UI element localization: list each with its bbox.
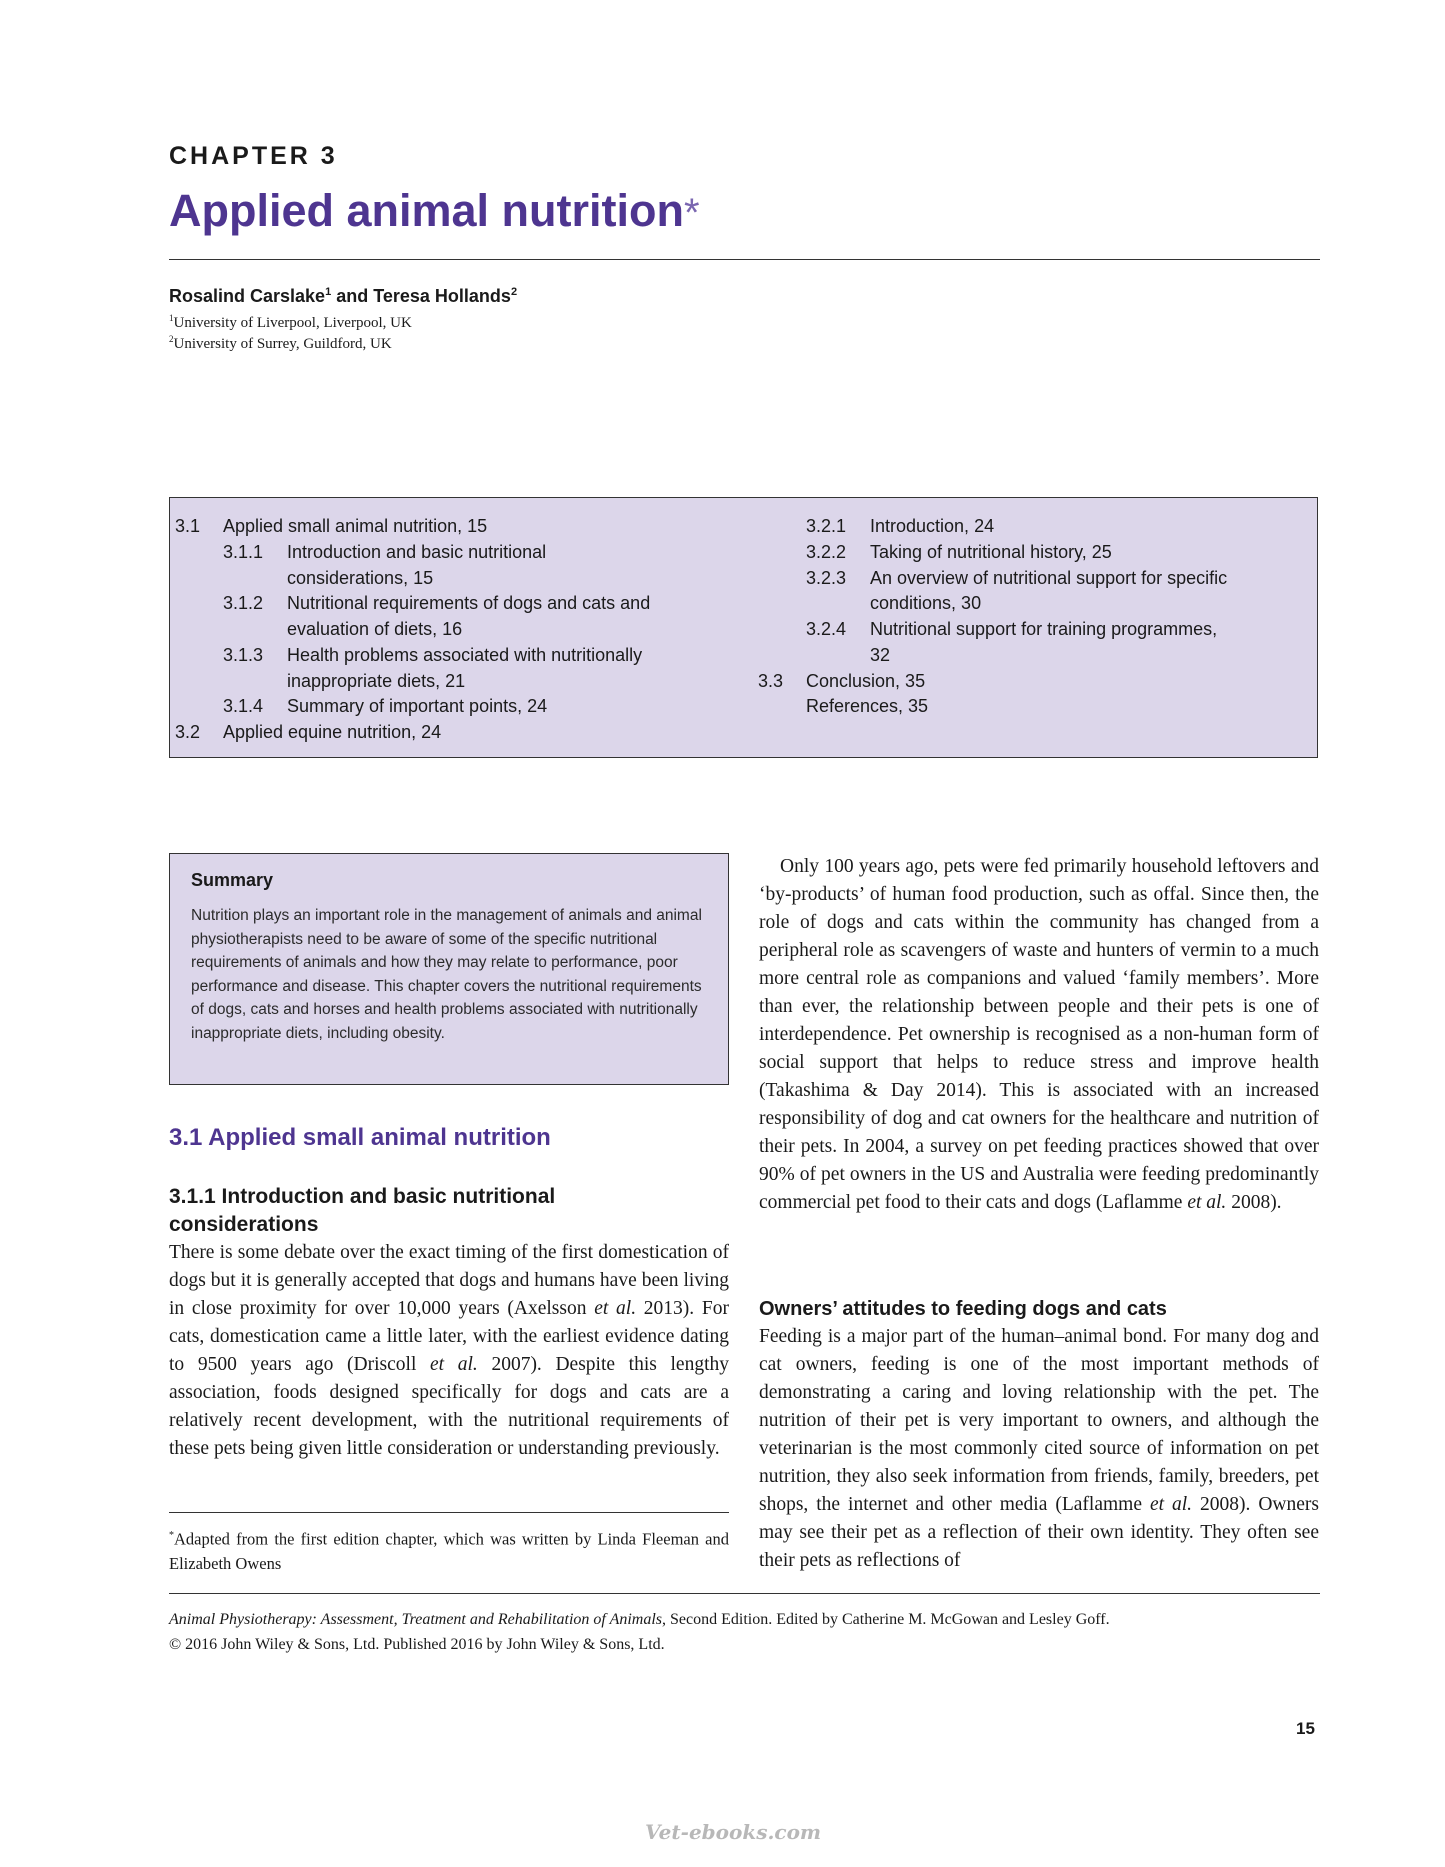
toc-entry[interactable]: Summary of important points, 24: [287, 696, 548, 716]
affiliation-2-text: University of Surrey, Guildford, UK: [173, 336, 392, 352]
summary-text: Nutrition plays an important role in the management of animals and animal physiotherapists need to be aware of some of the specific nutritional requirements of animals and how they may relate to performance, poor performance and disease. This chapter covers the nutritional requirements of dogs, cats and horses and health problems associated with nutritionally inappropriate diets, including obesity.: [191, 907, 702, 1042]
footnote-text: Adapted from the first edition chapter, which was written by Linda Fleeman and Elizabeth Owens: [169, 1529, 729, 1573]
toc-entry[interactable]: Applied small animal nutrition, 15: [223, 516, 488, 536]
author-1: Rosalind Carslake: [169, 286, 326, 306]
owners-attitudes-heading: Owners’ attitudes to feeding dogs and cats: [759, 1298, 1167, 1320]
summary-title: Summary: [191, 870, 274, 890]
italic-etal: et al.: [594, 1298, 637, 1319]
toc-entry[interactable]: References, 35: [806, 696, 929, 716]
chapter-title: [169, 185, 700, 237]
watermark-logo: Vet-ebooks.com: [645, 1820, 822, 1844]
right-body-paragraph-2: [759, 1323, 1319, 1575]
toc-entry[interactable]: Applied equine nutrition, 24: [223, 722, 442, 742]
toc-entry-cont[interactable]: inappropriate diets, 21: [287, 671, 466, 691]
text-run: 2013). For cats, domestication came a little later, with the earliest evidence dating to 9500 years ago (Driscoll: [169, 1298, 729, 1375]
italic-etal: et al.: [1187, 1192, 1227, 1213]
book-title: Animal Physiotherapy: Assessment, Treatment and Rehabilitation of Animals: [169, 1611, 663, 1628]
credits-divider: [169, 1593, 1320, 1594]
toc-entry[interactable]: Health problems associated with nutritionally: [287, 645, 643, 665]
author-2: Teresa Hollands: [373, 286, 511, 306]
toc-entry-cont[interactable]: conditions, 30: [870, 593, 982, 613]
toc-num: 3.3: [758, 671, 784, 691]
subsection-heading: 3.1.1 Introduction and basic nutritional considerations: [169, 1185, 556, 1236]
author-joiner: and: [331, 286, 374, 306]
toc-num: 3.1.4: [223, 696, 264, 716]
toc-entry[interactable]: Introduction, 24: [870, 516, 995, 536]
summary-box: [169, 853, 729, 1085]
affiliation-2-sup: 2: [169, 334, 174, 344]
toc-entry[interactable]: Conclusion, 35: [806, 671, 926, 691]
footnote-marker: *: [169, 1530, 174, 1541]
toc-num: 3.2.2: [806, 542, 847, 562]
affiliation-1-text: University of Liverpool, Liverpool, UK: [173, 315, 412, 331]
chapter-title-text: Applied animal nutrition: [169, 185, 684, 236]
toc-entry[interactable]: Nutritional requirements of dogs and cats and: [287, 593, 651, 613]
affiliation-1-sup: 1: [169, 313, 174, 323]
book-credit-rest: , Second Edition. Edited by Catherine M. McGowan and Lesley Goff.: [662, 1611, 1110, 1628]
toc-entry[interactable]: Taking of nutritional history, 25: [870, 542, 1112, 562]
footnote-divider: [169, 1512, 729, 1513]
author-2-sup: 2: [510, 286, 518, 298]
text-run: Feeding is a major part of the human–animal bond. For many dog and cat owners, feeding is one of the most important methods of demonstrating a caring and loving relationship with the pet. The nutrition of their pet is very important to owners, and although the veterinarian is the most commonly cited source of information on pet nutrition, they also seek information from friends, family, breeders, pet shops, the internet and other media (Laflamme: [759, 1326, 1319, 1515]
title-divider: [169, 259, 1320, 260]
toc-num: 3.1.3: [223, 645, 264, 665]
footnote: [169, 1524, 729, 1576]
text-run: 2007). Despite this lengthy association, foods designed specifically for dogs and cats are a relatively recent development, with the nutritional requirements of these pets being given little consideration or understanding previously.: [169, 1354, 729, 1459]
toc-num: 3.1: [175, 516, 201, 536]
right-body-paragraph-1: [759, 853, 1319, 1217]
section-heading: 3.1 Applied small animal nutrition: [169, 1124, 551, 1151]
toc-entry[interactable]: An overview of nutritional support for specific: [870, 568, 1228, 588]
toc-entry[interactable]: Introduction and basic nutritional: [287, 542, 547, 562]
author-line: [169, 286, 517, 307]
text-run: There is some debate over the exact timing of the first domestication of dogs but it is generally accepted that dogs and humans have been living in close proximity for over 10,000 years (Axelsson: [169, 1242, 729, 1319]
author-1-sup: 1: [325, 286, 332, 298]
affiliation-2: [169, 334, 392, 353]
toc-num: 3.2.1: [806, 516, 847, 536]
toc-entry-cont[interactable]: considerations, 15: [287, 568, 434, 588]
toc-num: 3.1.1: [223, 542, 264, 562]
copyright-line: © 2016 John Wiley & Sons, Ltd. Published 2016 by John Wiley & Sons, Ltd.: [169, 1636, 665, 1653]
toc-num: 3.2: [175, 722, 201, 742]
table-of-contents: [169, 497, 1318, 758]
chapter-label: CHAPTER 3: [169, 142, 338, 170]
page-number: 15: [1296, 1719, 1315, 1738]
italic-etal: et al.: [430, 1354, 478, 1375]
book-credit: [169, 1611, 1110, 1629]
text-run: 2008). Owners may see their pet as a reflection of their own identity. They often see their pets as reflections of: [759, 1494, 1319, 1571]
toc-num: 3.2.4: [806, 619, 847, 639]
toc-entry-cont[interactable]: evaluation of diets, 16: [287, 619, 463, 639]
text-run: Only 100 years ago, pets were fed primarily household leftovers and ‘by-products’ of human food production, such as offal. Since then, the role of dogs and cats within the community has changed from a peripheral role as scavengers of waste and hunters of vermin to a much more central role as companions and valued ‘family members’. More than ever, the relationship between people and their pets is one of interdependence. Pet ownership is recognised as a non-human form of social support that helps to reduce stress and improve health (Takashima & Day 2014). This is associated with an increased responsibility of dog and cat owners for the healthcare and nutrition of their pets. In 2004, a survey on pet feeding practices showed that over 90% of pet owners in the US and Australia were feeding predominantly commercial pet food to their cats and dogs (Laflamme: [759, 856, 1319, 1213]
toc-num: 3.2.3: [806, 568, 847, 588]
toc-entry[interactable]: Nutritional support for training programmes,: [870, 619, 1218, 639]
left-body-paragraph: [169, 1239, 729, 1463]
text-run: 2008).: [1226, 1192, 1282, 1213]
toc-num: 3.1.2: [223, 593, 264, 613]
italic-etal: et al.: [1149, 1494, 1193, 1515]
chapter-title-footnote-marker: *: [684, 191, 700, 235]
affiliation-1: [169, 313, 412, 332]
toc-entry-cont[interactable]: 32: [870, 645, 891, 665]
